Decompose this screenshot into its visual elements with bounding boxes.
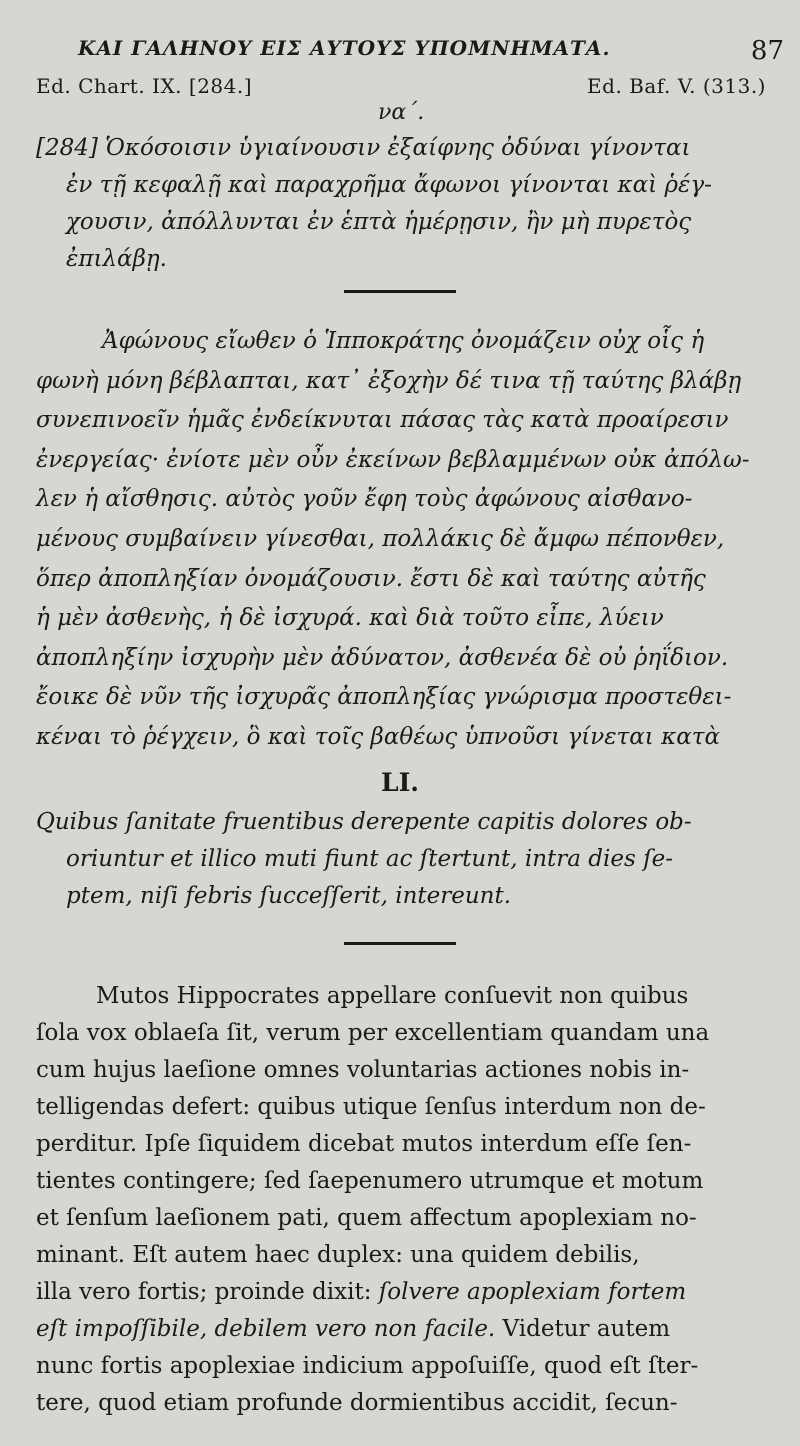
greek-aphorism-line: [284] Ὁκόσοισιν ὑγιαίνουσιν ἐξαίφνης ὀδύναι γίνονται — [36, 135, 691, 161]
latin-aphorism — [36, 804, 766, 915]
greek-aphorism — [36, 130, 766, 278]
latin-commentary-line: cum hujus laeſione omnes voluntarias actiones nobis in- — [36, 1057, 690, 1083]
latin-section-number: LI. — [381, 768, 419, 797]
greek-section-number: να΄. — [378, 100, 425, 125]
quoted-aphorism-text: eſt impoſſibile, debilem vero non facile. — [36, 1316, 496, 1342]
greek-commentary-line: κέναι τὸ ῥέγχειν, ὃ καὶ τοῖς βαθέως ὑπνοῦσι γίνεται κατὰ — [36, 723, 720, 750]
line-text: illa vero fortis; proinde dixit: — [36, 1279, 379, 1305]
latin-commentary-line — [36, 1311, 766, 1348]
section-divider — [344, 942, 456, 945]
latin-commentary-line: et ſenſum laeſionem pati, quem affectum apoplexiam no- — [36, 1205, 697, 1231]
greek-aphorism-line: ἐν τῇ κεφαλῇ καὶ παραχρῆμα ἄφωνοι γίνονται καὶ ῥέγ- — [66, 172, 712, 198]
greek-commentary-line: ὅπερ ἀποπληξίαν ὀνομάζουσιν. ἔστι δὲ καὶ ταύτης αὐτῆς — [36, 565, 706, 592]
page-number: 87 — [750, 36, 784, 66]
latin-commentary-line: ſola vox oblaeſa ſit, verum per excellentiam quandam una — [36, 1020, 710, 1046]
greek-aphorism-line: ἐπιλάβῃ. — [66, 246, 167, 272]
latin-aphorism-line: Quibus ſanitate fruentibus derepente capitis dolores ob- — [36, 809, 692, 835]
greek-commentary-line: μένους συμβαίνειν γίνεσθαι, πολλάκις δὲ ἄμφω πέπονθεν, — [36, 525, 725, 552]
line-text: Videtur autem — [495, 1316, 671, 1342]
greek-commentary-line: ἀποπληξίην ἰσχυρὴν μὲν ἀδύνατον, ἀσθενέα δὲ οὐ ῥηΐδιον. — [36, 644, 729, 671]
latin-commentary-line — [36, 1274, 766, 1311]
latin-commentary-line: tere, quod etiam profunde dormientibus accidit, ſecun- — [36, 1390, 678, 1416]
section-divider — [344, 290, 456, 293]
greek-commentary-line: λεν ἡ αἴσθησις. αὐτὸς γοῦν ἔφη τοὺς ἀφώνους αἰσθανο- — [36, 486, 693, 513]
running-title: ΚΑΙ ΓΑΛΗΝΟΥ ΕΙΣ ΑΥΤΟΥΣ ΥΠΟΜΝΗΜΑΤΑ. — [78, 36, 611, 60]
greek-aphorism-line: χουσιν, ἀπόλλυνται ἐν ἑπτὰ ἡμέρῃσιν, ἢν μὴ πυρετὸς — [66, 209, 692, 235]
latin-commentary-line: Mutos Hippocrates appellare conſuevit non quibus — [96, 983, 689, 1009]
latin-commentary-line: minant. Eſt autem haec duplex: una quidem debilis, — [36, 1242, 640, 1268]
greek-commentary-line: ἡ μὲν ἀσθενὴς, ἡ δὲ ἰσχυρά. καὶ διὰ τοῦτο εἶπε, λύειν — [36, 605, 664, 632]
latin-aphorism-line: oriuntur et illico muti fiunt ac ſtertunt, intra dies ſe- — [66, 846, 673, 872]
latin-commentary — [36, 978, 766, 1422]
quoted-aphorism-text: ſolvere apoplexiam fortem — [378, 1279, 687, 1305]
greek-commentary-line: Ἀφώνους εἴωθεν ὁ Ἱπποκράτης ὀνομάζειν οὐχ οἷς ἡ — [102, 328, 705, 354]
latin-commentary-line: perditur. Ipſe ſiquidem dicebat mutos interdum eſſe ſen- — [36, 1131, 692, 1157]
edition-reference-left: Ed. Chart. IX. [284.] — [36, 74, 253, 98]
latin-commentary-line: tientes contingere; ſed ſaepenumero utrumque et motum — [36, 1168, 704, 1194]
greek-commentary-line: φωνὴ μόνη βέβλαπται, κατ᾽ ἐξοχὴν δέ τινα τῇ ταύτης βλάβῃ — [36, 367, 742, 394]
latin-commentary-line: nunc fortis apoplexiae indicium appoſuiſſe, quod eſt ſter- — [36, 1353, 699, 1379]
latin-commentary-line: telligendas defert: quibus utique ſenſus interdum non de- — [36, 1094, 706, 1120]
edition-reference-right: Ed. Baf. V. (313.) — [587, 74, 766, 98]
greek-commentary-line: ἐνεργείας· ἐνίοτε μὲν οὖν ἐκείνων βεβλαμμένων οὐκ ἀπόλω- — [36, 446, 750, 473]
greek-commentary-line: συνεπινοεῖν ἡμᾶς ἐνδείκνυται πάσας τὰς κατὰ προαίρεσιν — [36, 407, 729, 434]
latin-aphorism-line: ptem, niſi febris ſucceſſerit, intereunt. — [66, 883, 512, 909]
greek-commentary-line: ἔοικε δὲ νῦν τῆς ἰσχυρᾶς ἀποπληξίας γνώρισμα προστεθει- — [36, 684, 732, 711]
greek-commentary — [36, 322, 766, 758]
